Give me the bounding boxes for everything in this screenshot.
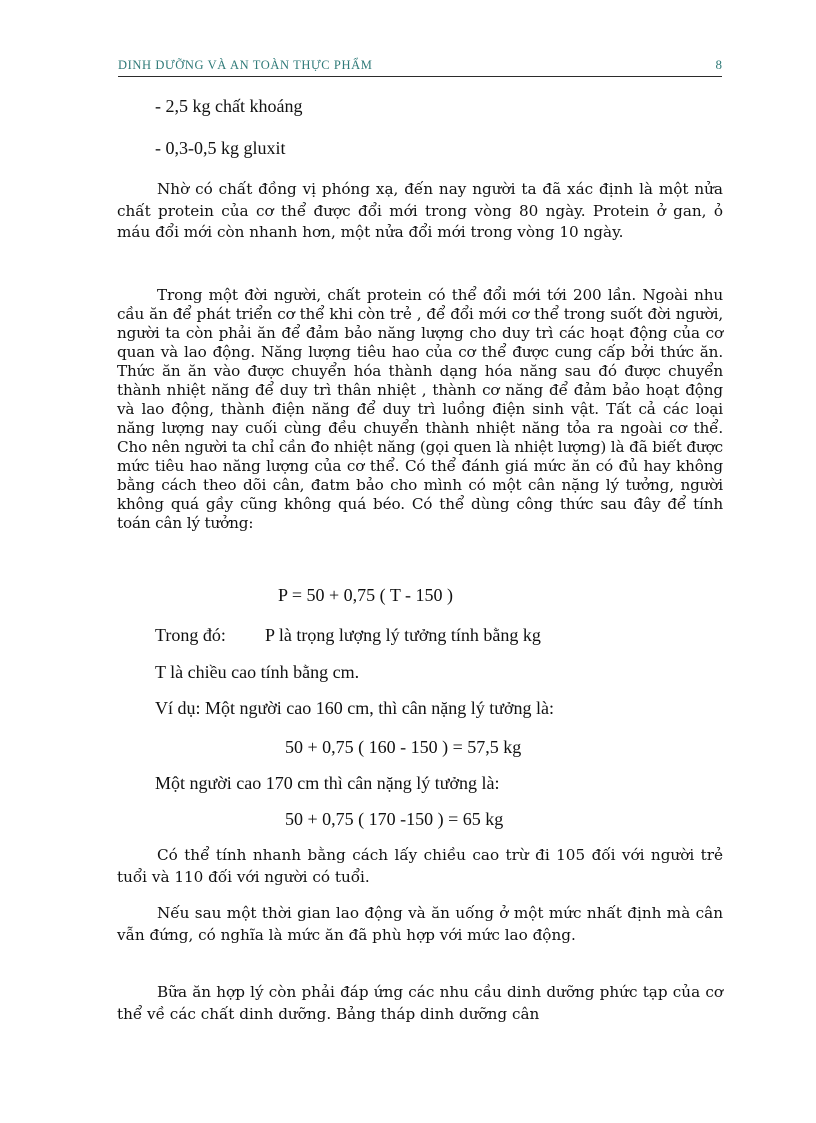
formula-ideal-weight: P = 50 + 0,75 ( T - 150 ) — [278, 585, 453, 605]
paragraph-quick-estimate: Có thể tính nhanh bằng cách lấy chiều cao trừ đi 105 đối với người trẻ tuổi và 110 đối với người có tuổi. — [117, 846, 723, 886]
where-p-definition: P là trọng lượng lý tưởng tính bằng kg — [265, 625, 541, 645]
list-item-glucid: - 0,3-0,5 kg gluxit — [155, 138, 286, 158]
example-intro: Ví dụ: Một người cao 160 cm, thì cân nặng lý tưởng là: — [155, 698, 554, 718]
page-number: 8 — [715, 57, 722, 72]
example-calculation-160: 50 + 0,75 ( 160 - 150 ) = 57,5 kg — [285, 737, 522, 757]
where-t-definition: T là chiều cao tính bằng cm. — [155, 662, 360, 682]
running-header-title: DINH DƯỠNG VÀ AN TOÀN THỰC PHẨM — [118, 58, 373, 72]
where-label: Trong đó: — [155, 625, 226, 645]
paragraph-protein-renewal: Nhờ có chất đồng vị phóng xạ, đến nay người ta đã xác định là một nửa chất protein của cơ thể được đổi mới trong vòng 80 ngày. Protein ở gan, ỏ máu đổi mới còn nhanh hơn, một nửa đổi mới trong vòng 10 ngày. — [117, 180, 723, 241]
page-header — [118, 56, 722, 77]
paragraph-stable-weight: Nếu sau một thời gian lao động và ăn uống ở một mức nhất định mà cân vẫn đứng, có nghĩa là mức ăn đã phù hợp với mức lao động. — [117, 904, 723, 944]
example-2-intro: Một người cao 170 cm thì cân nặng lý tưởng là: — [155, 773, 500, 793]
paragraph-energy-needs: Trong một đời người, chất protein có thể đổi mới tới 200 lần. Ngoài nhu cầu ăn để phát triển cơ thể khi còn trẻ , để đổi mới cơ thể trong suốt đời người, người ta còn phải ăn để đảm bảo năng lượng cho duy trì các hoạt động của cơ quan và lao động. Năng lượng tiêu hao của cơ thể được cung cấp bởi thức ăn. Thức ăn ăn vào được chuyển hóa thành dạng hóa năng sau đó được chuyển thành nhiệt năng để duy trì thân nhiệt , thành cơ năng để đảm bảo hoạt động và lao động, thành điện năng để duy trì luồng điện sinh vật. Tất cả các loại năng lượng nay cuối cùng đều chuyển thành nhiệt năng tỏa ra ngoài cơ thể. Cho nên người ta chỉ cần đo nhiệt năng (gọi quen là nhiệt lượng) là đã biết được mức tiêu hao năng lượng của cơ thể. Có thể đánh giá mức ăn có đủ hay không bằng cách theo dõi cân, đatm bảo cho mình có một cân nặng lý tưởng, người không quá gầy cũng không quá béo. Có thể dùng công thức sau đây để tính toán cân lý tưởng: — [117, 286, 723, 532]
example-calculation-170: 50 + 0,75 ( 170 -150 ) = 65 kg — [285, 809, 504, 829]
list-item-minerals: - 2,5 kg chất khoáng — [155, 96, 303, 116]
paragraph-balanced-meal: Bữa ăn hợp lý còn phải đáp ứng các nhu cầu dinh dưỡng phức tạp của cơ thể về các chất dinh dưỡng. Bảng tháp dinh dưỡng cân — [117, 983, 723, 1023]
